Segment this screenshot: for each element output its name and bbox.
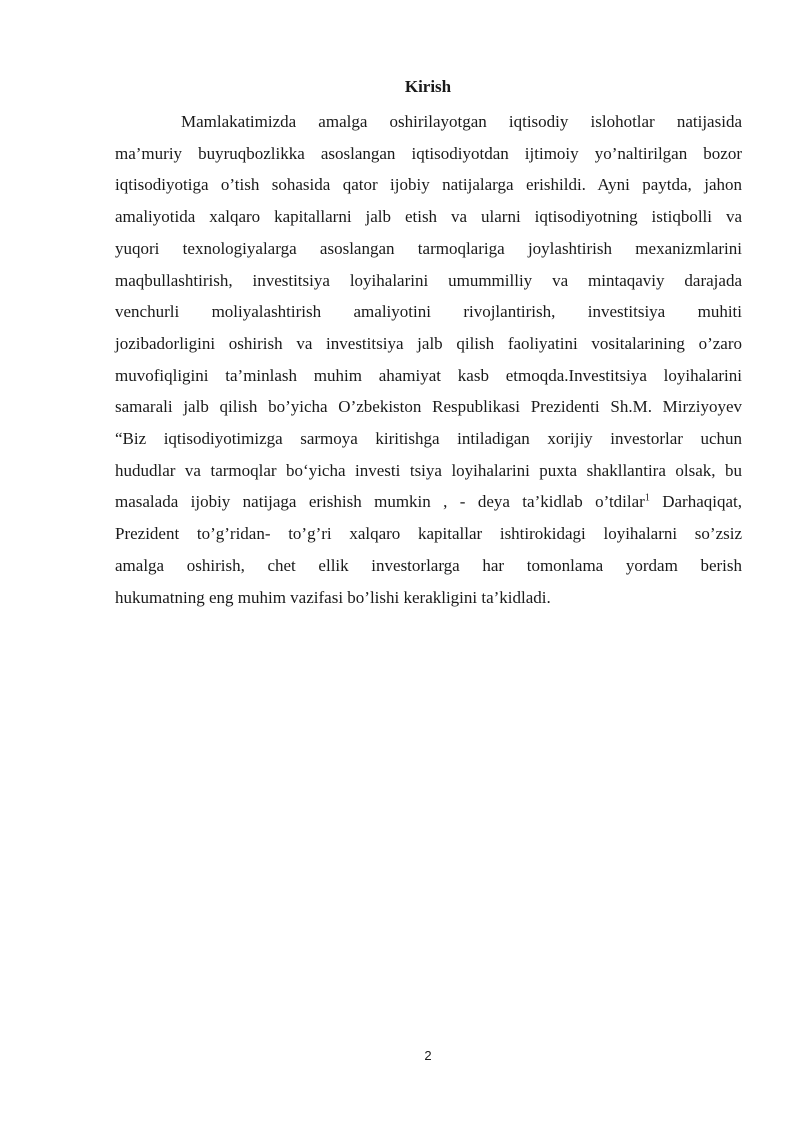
line-text-before-footnote: masalada ijobiy natijaga erishish mumkin , - deya ta’kidlab o’tdilar bbox=[115, 492, 645, 512]
paragraph-line: iqtisodiyotiga o’tish sohasida qator ijobiy natijalarga erishildi. Ayni paytda, jahon bbox=[115, 175, 742, 195]
paragraph-line: Mamlakatimizda amalga oshirilayotgan iqtisodiy islohotlar natijasida bbox=[181, 112, 742, 131]
paragraph-line: muvofiqligini ta’minlash muhim ahamiyat kasb etmoqda.Investitsiya loyihalarini bbox=[115, 365, 742, 385]
paragraph-line: ma’muriy buyruqbozlikka asoslangan iqtisodiyotdan ijtimoiy yo’naltirilgan bozor bbox=[115, 143, 742, 163]
body-paragraph bbox=[115, 106, 742, 613]
paragraph-line: venchurli moliyalashtirish amaliyotini rivojlantirish, investitsiya muhiti bbox=[115, 302, 742, 322]
paragraph-line-with-footnote bbox=[115, 486, 742, 518]
paragraph-line: yuqori texnologiyalarga asoslangan tarmoqlariga joylashtirish mexanizmlarini bbox=[115, 238, 742, 258]
paragraph-line: amalga oshirish, chet ellik investorlarga har tomonlama yordam berish bbox=[115, 555, 742, 575]
paragraph-line: hududlar va tarmoqlar bo‘yicha investi tsiya loyihalarini puxta shakllantira olsak, bu bbox=[115, 460, 742, 480]
line-text-after-footnote: Darhaqiqat, bbox=[649, 492, 742, 512]
paragraph-line: amaliyotida xalqaro kapitallarni jalb etish va ularni iqtisodiyotning istiqbolli va bbox=[115, 207, 742, 227]
paragraph-line: “Biz iqtisodiyotimizga sarmoya kiritishga intiladigan xorijiy investorlar uchun bbox=[115, 429, 742, 449]
paragraph-line: samarali jalb qilish bo’yicha O’zbekiston Respublikasi Prezidenti Sh.M. Mirziyoyev bbox=[115, 397, 742, 417]
paragraph-line: hukumatning eng muhim vazifasi bo’lishi kerakligini ta’kidladi. bbox=[115, 587, 551, 607]
footnote-reference[interactable]: 1 bbox=[644, 492, 650, 504]
page-number: 2 bbox=[424, 1048, 432, 1063]
paragraph-line: jozibadorligini oshirish va investitsiya jalb qilish faoliyatini vositalarining o’zaro bbox=[115, 333, 742, 353]
section-heading: Kirish bbox=[404, 77, 452, 96]
paragraph-line: maqbullashtirish, investitsiya loyihalarini umummilliy va mintaqaviy darajada bbox=[115, 270, 742, 290]
paragraph-line: Prezident to’g’ridan- to’g’ri xalqaro kapitallar ishtirokidagi loyihalarni so’zsiz bbox=[115, 524, 742, 544]
